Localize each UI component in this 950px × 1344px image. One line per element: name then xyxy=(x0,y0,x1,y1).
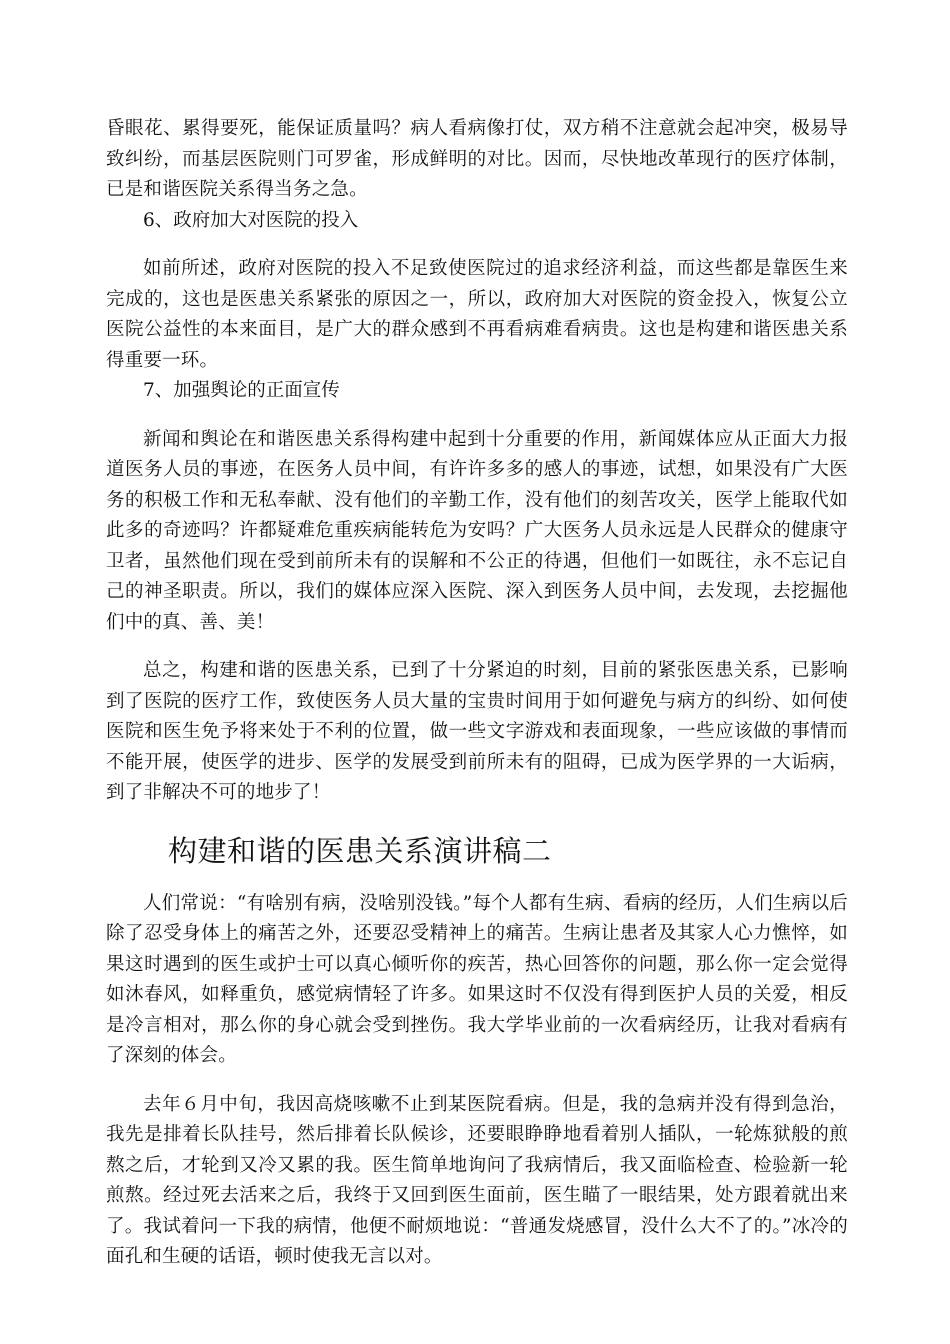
speech-title-two: 构建和谐的医患关系演讲稿二 xyxy=(168,833,552,868)
paragraph-media-publicity: 新闻和舆论在和谐医患关系得构建中起到十分重要的作用，新闻媒体应从正面大力报道医务人员的事迹，在医务人员中间，有许许多多的感人的事迹，试想，如果没有广大医务的积极工作和无私奉献、没有他们的辛勤工作，没有他们的刻苦攻关，医学上能取代如此多的奇迹吗？许都疑难危重疾病能转危为安吗？广大医务人员永远是人民群众的健康守卫者，虽然他们现在受到前所未有的误解和不公正的待遇，但他们一如既往，永不忘记自己的神圣职责。所以，我们的媒体应深入医院、深入到医务人员中间，去发现，去挖掘他们中的真、善、美！ xyxy=(106,428,848,633)
section-heading-7: 7、加强舆论的正面宣传 xyxy=(143,380,340,401)
paragraph-speech-intro: 人们常说：“有啥别有病，没啥别没钱。”每个人都有生病、看病的经历，人们生病以后除了忍受身体上的痛苦之外，还要忍受精神上的痛苦。生病让患者及其家人心力憔悴，如果这时遇到的医生或护士可以真心倾听你的疾苦，热心回答你的问题，那么你一定会觉得如沐春风，如释重负，感觉病情轻了许多。如果这时不仅没有得到医护人员的关爱，相反是冷言相对，那么你的身心就会受到挫伤。我大学毕业前的一次看病经历，让我对看病有了深刻的体会。 xyxy=(106,892,848,1066)
paragraph-conclusion: 总之，构建和谐的医患关系，已到了十分紧迫的时刻，目前的紧张医患关系，已影响到了医院的医疗工作，致使医务人员大量的宝贵时间用于如何避免与病方的纠纷、如何使医院和医生免予将来处于不利的位置，做一些文字游戏和表面现象，一些应该做的事情而不能开展，使医学的进步、医学的发展受到前所未有的阻碍，已成为医学界的一大诟病，到了非解决不可的地步了！ xyxy=(106,660,848,803)
paragraph-continuation: 昏眼花、累得要死，能保证质量吗？病人看病像打仗，双方稍不注意就会起冲突，极易导致纠纷，而基层医院则门可罗雀，形成鲜明的对比。因而，尽快地改革现行的医疗体制，已是和谐医院关系得当务之急。 xyxy=(106,118,848,200)
paragraph-government-investment: 如前所述，政府对医院的投入不足致使医院过的追求经济利益，而这些都是靠医生来完成的，这也是医患关系紧张的原因之一，所以，政府加大对医院的资金投入，恢复公立医院公益性的本来面目，是广大的群众感到不再看病难看病贵。这也是构建和谐医患关系得重要一环。 xyxy=(106,258,848,371)
document-page xyxy=(106,114,848,1273)
section-heading-6: 6、政府加大对医院的投入 xyxy=(143,209,359,231)
paragraph-personal-experience: 去年６月中旬，我因高烧咳嗽不止到某医院看病。但是，我的急病并没有得到急治，我先是排着长队挂号，然后排着长队候诊，还要眼睁睁地看着别人插队，一轮炼狱般的煎熬之后，才轮到又冷又累的我。医生简单地询问了我病情后，我又面临检查、检验新一轮煎熬。经过死去活来之后，我终于又回到医生面前，医生瞄了一眼结果，处方跟着就出来了。我试着问一下我的病情，他便不耐烦地说：“普通发烧感冒，没什么大不了的。”冰冷的面孔和生硬的话语，顿时使我无言以对。 xyxy=(106,1093,848,1267)
